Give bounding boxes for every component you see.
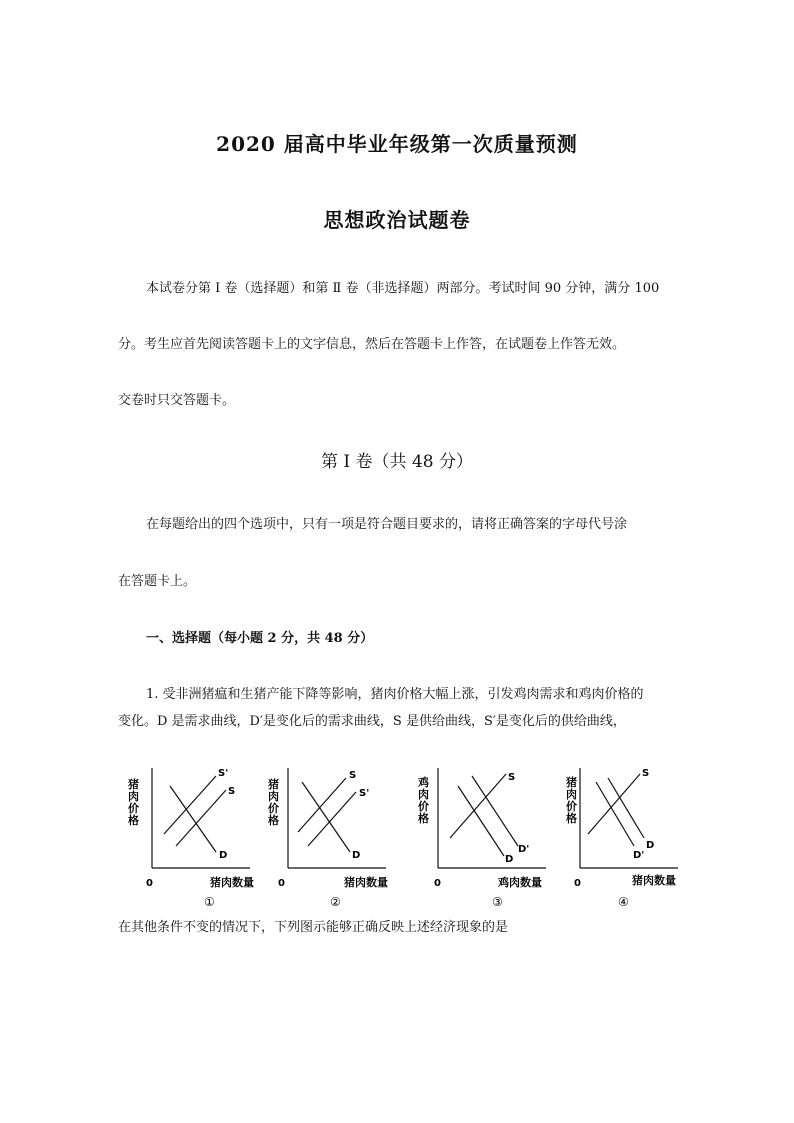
chart-4 bbox=[566, 768, 678, 909]
chart-1-xlabel: 猪肉数量 bbox=[210, 876, 254, 889]
chart-1-origin: 0 bbox=[146, 878, 153, 889]
intro-line-2: 分。考生应首先阅读答题卡上的文字信息，然后在答题卡上作答，在试题卷上作答无效。 bbox=[118, 337, 626, 352]
chart-2-ylabel bbox=[268, 777, 279, 827]
part-title: 一、选择题（每小题 2 分，共 48 分） bbox=[146, 631, 374, 646]
chart-3-ylabel bbox=[417, 775, 429, 825]
chart-4-label-d-prime: D' bbox=[633, 850, 645, 861]
ylabel-char: 格 bbox=[128, 814, 139, 827]
chart-3-origin: 0 bbox=[434, 878, 441, 889]
supply-demand-charts bbox=[120, 760, 700, 910]
ylabel-char: 价 bbox=[566, 800, 577, 813]
ylabel-char: 格 bbox=[268, 814, 279, 827]
chart-1 bbox=[128, 768, 254, 909]
ylabel-char: 肉 bbox=[128, 790, 139, 803]
section-title: 第 Ⅰ 卷（共 48 分） bbox=[321, 452, 473, 472]
question-1-line-1: 1. 受非洲猪瘟和生猪产能下降等影响，猪肉价格大幅上涨，引发鸡肉需求和鸡肉价格的 bbox=[146, 687, 644, 702]
ylabel-char: 猪 bbox=[566, 776, 577, 789]
ylabel-char: 肉 bbox=[418, 788, 429, 801]
exam-title: 2020 届高中毕业年级第一次质量预测 bbox=[216, 132, 578, 156]
chart-4-label-d: D bbox=[646, 840, 655, 851]
chart-2-xlabel: 猪肉数量 bbox=[344, 876, 388, 889]
chart-2-origin: 0 bbox=[278, 878, 285, 889]
ylabel-char: 价 bbox=[128, 802, 139, 815]
chart-1-label-s: S bbox=[228, 786, 236, 797]
chart-1-curve-s-prime bbox=[164, 776, 216, 834]
chart-1-curve-s bbox=[176, 790, 226, 846]
chart-2-caption: ② bbox=[330, 895, 341, 909]
instruction-line-2: 在答题卡上。 bbox=[118, 574, 197, 589]
chart-2-label-s-prime: S' bbox=[359, 788, 370, 799]
chart-4-curve-s bbox=[588, 774, 640, 834]
chart-3-xlabel: 鸡肉数量 bbox=[498, 876, 542, 889]
ylabel-char: 格 bbox=[566, 812, 577, 825]
ylabel-char: 鸡 bbox=[418, 776, 429, 789]
question-1-line-2: 变化。D 是需求曲线，D′是变化后的需求曲线，S 是供给曲线，S′是变化后的供给曲线， bbox=[118, 714, 626, 729]
chart-1-label-d: D bbox=[219, 850, 228, 861]
ylabel-char: 猪 bbox=[128, 778, 139, 791]
chart-3-label-d: D bbox=[505, 854, 514, 865]
chart-4-origin: 0 bbox=[574, 878, 581, 889]
chart-3-curve-s bbox=[450, 774, 506, 838]
chart-2-label-d: D bbox=[352, 850, 361, 861]
ylabel-char: 价 bbox=[268, 802, 279, 815]
chart-4-xlabel: 猪肉数量 bbox=[632, 874, 676, 887]
chart-3-label-s: S bbox=[508, 772, 516, 783]
chart-4-curve-d bbox=[608, 778, 644, 838]
ylabel-char: 肉 bbox=[566, 788, 577, 801]
chart-2-curve-s-prime bbox=[308, 792, 356, 846]
chart-4-ylabel bbox=[566, 775, 577, 825]
chart-2-label-s: S bbox=[349, 770, 357, 781]
chart-1-ylabel bbox=[128, 777, 139, 827]
instruction-line-1: 在每题给出的四个选项中，只有一项是符合题目要求的，请将正确答案的字母代号涂 bbox=[146, 517, 628, 532]
chart-1-label-s-prime: S' bbox=[218, 768, 229, 779]
chart-2 bbox=[268, 768, 388, 909]
chart-3-caption: ③ bbox=[492, 895, 503, 909]
chart-3 bbox=[417, 768, 546, 909]
chart-4-label-s: S bbox=[642, 768, 650, 779]
question-1-line-3: 在其他条件不变的情况下，下列图示能够正确反映上述经济现象的是 bbox=[118, 920, 509, 935]
chart-1-caption: ① bbox=[204, 895, 215, 909]
chart-2-curve-d bbox=[302, 782, 350, 852]
ylabel-char: 价 bbox=[418, 800, 429, 813]
chart-4-curve-d-prime bbox=[596, 782, 634, 846]
exam-subtitle: 思想政治试题卷 bbox=[323, 208, 471, 232]
ylabel-char: 猪 bbox=[268, 778, 279, 791]
ylabel-char: 肉 bbox=[268, 790, 279, 803]
chart-3-label-d-prime: D' bbox=[518, 844, 530, 855]
ylabel-char: 格 bbox=[418, 812, 429, 825]
chart-4-caption: ④ bbox=[618, 895, 629, 909]
intro-line-1: 本试卷分第 Ⅰ 卷（选择题）和第 Ⅱ 卷（非选择题）两部分。考试时间 90 分钟，满分 100 bbox=[146, 281, 660, 296]
intro-line-3: 交卷时只交答题卡。 bbox=[118, 393, 236, 408]
